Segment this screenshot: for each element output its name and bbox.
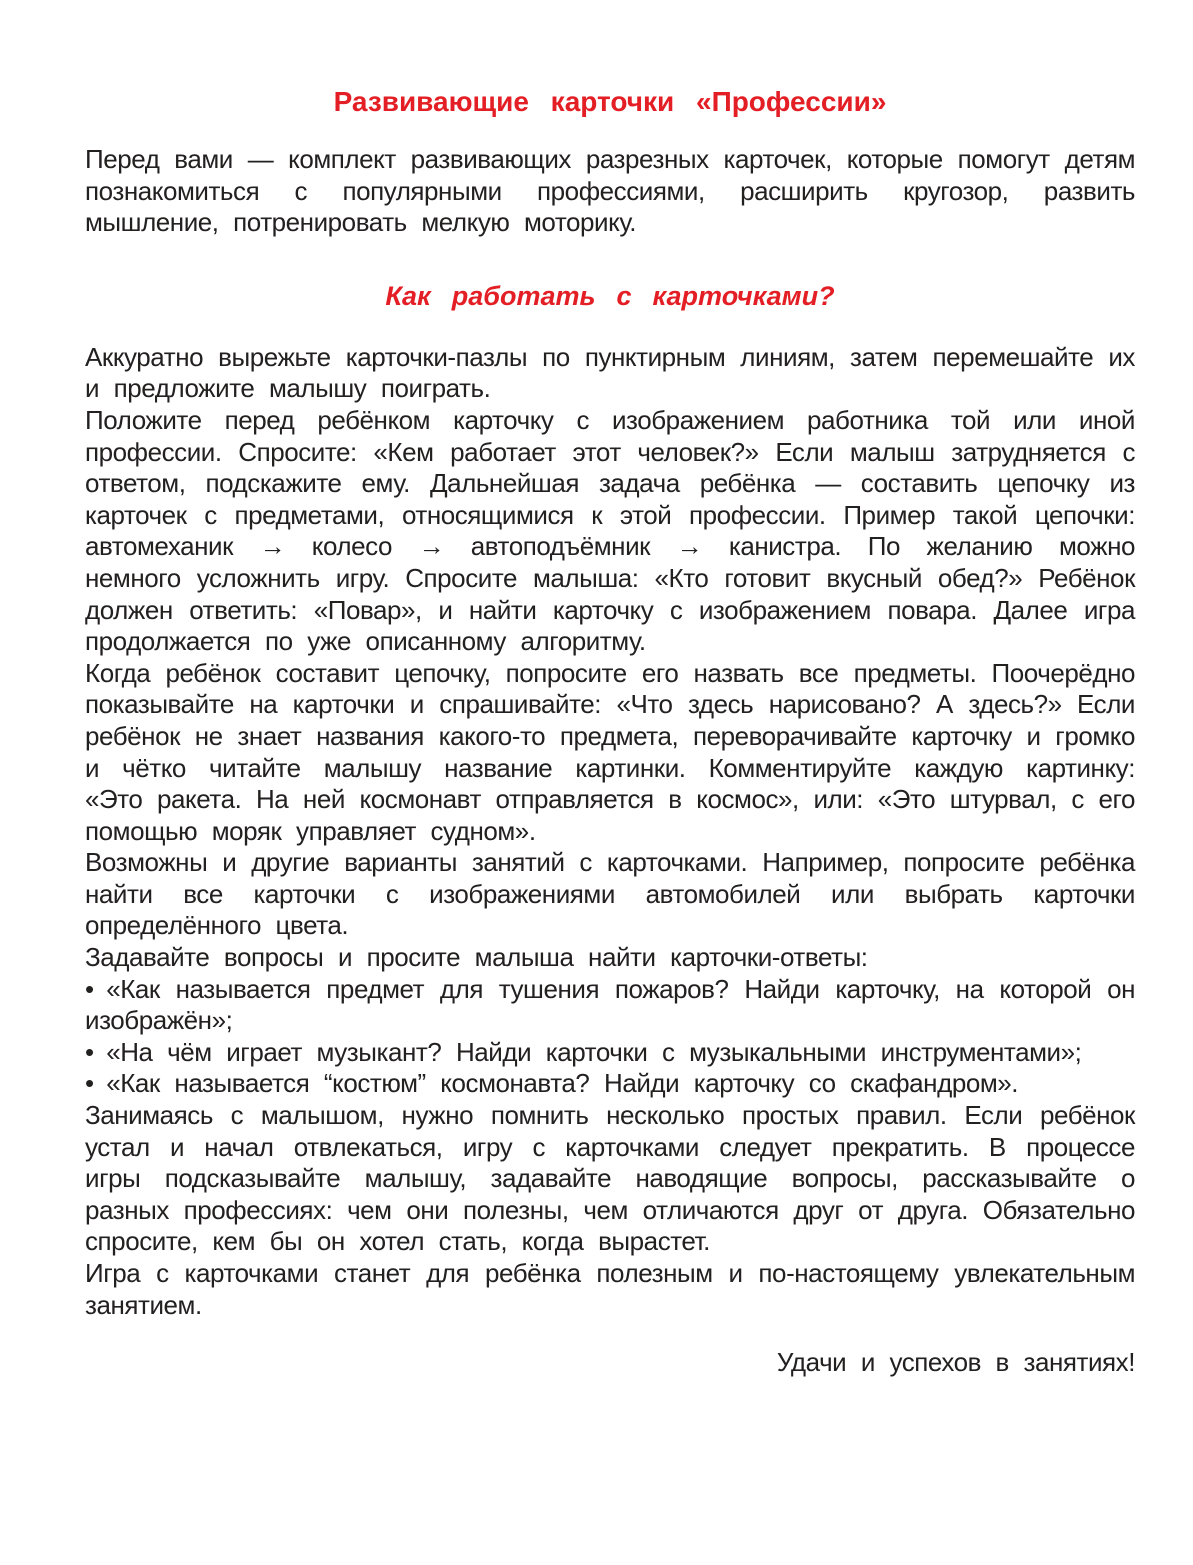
closing-line: Удачи и успехов в занятиях! [776, 1347, 1135, 1378]
bullet-item: • «Как называется предмет для тушения пожаров? Найди карточку, на которой он изображён»; [85, 973, 1135, 1036]
body-paragraph: Аккуратно вырежьте карточки-пазлы по пунктирным линиям, затем перемешайте их и предложите малышу поиграть. [85, 341, 1135, 404]
body-paragraph: Положите перед ребёнком карточку с изображением работника той или иной профессии. Спросите: «Кем работает этот человек?» Если малыш затрудняется с ответом, подскажите ему. Дальнейшая задача ребёнка — составить цепочку из карточек с предметами, относящимися к этой профессии. Пример такой цепочки: автомеханик → колесо → автоподъёмник → канистра. По желанию можно немного усложнить игру. Спросите малыша: «Кто готовит вкусный обед?» Ребёнок должен ответить: «Повар», и найти карточку с изображением повара. Далее игра продолжается по уже описанному алгоритму. [85, 404, 1135, 657]
body-text [85, 342, 1135, 1321]
body-paragraph: Когда ребёнок составит цепочку, попросите его назвать все предметы. Поочерёдно показывайте на карточки и спрашивайте: «Что здесь нарисовано? А здесь?» Если ребёнок не знает названия какого-то предмета, переворачивайте карточку и громко и чётко читайте малышу название картинки. Комментируйте каждую картинку: «Это ракета. На ней космонавт отправляется в космос», или: «Это штурвал, с его помощью моряк управляет судном». [85, 657, 1135, 846]
bullet-item: • «На чём играет музыкант? Найди карточки с музыкальными инструментами»; [85, 1036, 1082, 1067]
section-subtitle: Как работать с карточками? [385, 280, 835, 311]
page-title: Развивающие карточки «Профессии» [333, 86, 887, 117]
body-paragraph: Возможны и другие варианты занятий с карточками. Например, попросите ребёнка найти все карточки с изображениями автомобилей или выбрать карточки определённого цвета. [85, 847, 1135, 941]
bullet-item: • «Как называется “костюм” космонавта? Найди карточку со скафандром». [85, 1068, 1019, 1099]
body-paragraph: Задавайте вопросы и просите малыша найти карточки-ответы: [85, 942, 868, 973]
body-paragraph: Занимаясь с малышом, нужно помнить несколько простых правил. Если ребёнок устал и начал отвлекаться, игру с карточками следует прекратить. В процессе игры подсказывайте малышу, задавайте наводящие вопросы, рассказывайте о разных профессиях: чем они полезны, чем отличаются друг от друга. Обязательно спросите, кем бы он хотел стать, когда вырастет. [85, 1100, 1135, 1257]
intro-paragraph: Перед вами — комплект развивающих разрезных карточек, которые помогут детям познакомиться с популярными профессиями, расширить кругозор, развить мышление, потренировать мелкую моторику. [85, 144, 1135, 238]
body-paragraph: Игра с карточками станет для ребёнка полезным и по-настоящему увлекательным занятием. [85, 1258, 1135, 1320]
